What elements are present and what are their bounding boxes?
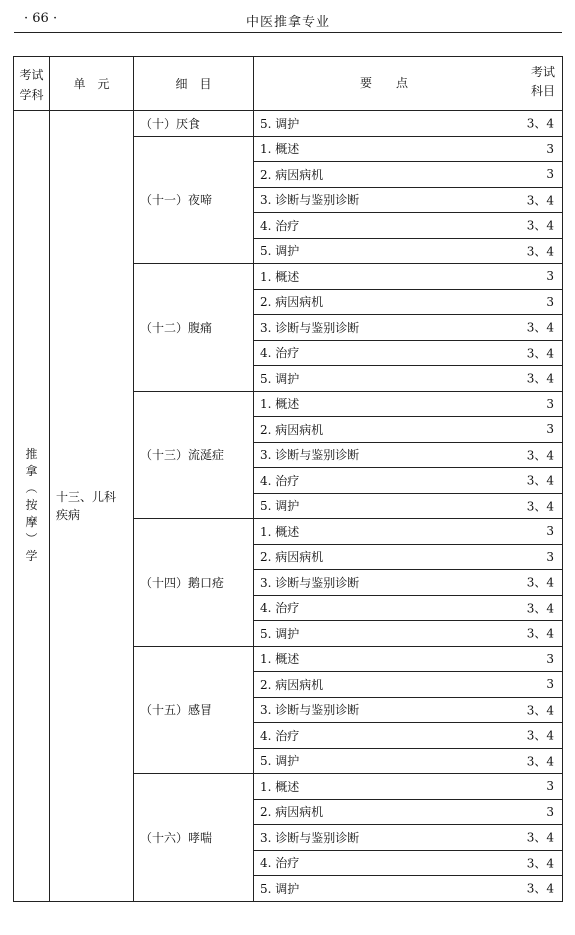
level-text: 3 [546,804,554,819]
point-text: 5. 调护 [260,244,300,259]
point-cell [254,646,563,672]
level-text: 3 [546,549,554,564]
point-text: 2. 病因病机 [260,677,324,692]
header-item: 细 目 [134,57,254,111]
point-cell [254,391,563,417]
point-cell [254,825,563,851]
level-text: 3、4 [526,448,554,463]
point-cell [254,315,563,341]
point-text: 5. 调护 [260,626,300,641]
syllabus-table [13,56,563,902]
level-text: 3 [546,651,554,666]
point-cell [254,136,563,162]
table-header-row [14,57,563,111]
point-text: 3. 诊断与鉴别诊断 [260,193,360,208]
level-text: 3 [546,269,554,284]
point-cell [254,748,563,774]
header-subject-line: 学科 [19,87,44,102]
point-cell [254,340,563,366]
level-text: 3、4 [526,371,554,386]
point-text: 2. 病因病机 [260,167,324,182]
point-cell [254,493,563,519]
subject-cell [14,111,50,902]
point-text: 4. 治疗 [260,856,300,871]
level-text: 3、4 [526,703,554,718]
point-cell [254,264,563,290]
level-text: 3、4 [526,575,554,590]
point-text: 2. 病因病机 [260,550,324,565]
point-cell [254,187,563,213]
point-text: 3. 诊断与鉴别诊断 [260,320,360,335]
level-text: 3、4 [526,856,554,871]
level-text: 3、4 [526,320,554,335]
level-text: 3、4 [526,754,554,769]
point-cell [254,519,563,545]
point-cell [254,162,563,188]
level-text: 3、4 [526,830,554,845]
point-text: 3. 诊断与鉴别诊断 [260,703,360,718]
point-cell [254,442,563,468]
level-text: 3、4 [526,116,554,131]
item-cell: （十六）哮喘 [134,774,254,902]
point-text: 2. 病因病机 [260,422,324,437]
point-text: 1. 概述 [260,524,300,539]
level-text: 3 [546,677,554,692]
point-text: 3. 诊断与鉴别诊断 [260,830,360,845]
point-cell [254,595,563,621]
point-text: 4. 治疗 [260,473,300,488]
level-text: 3 [546,422,554,437]
level-text: 3 [546,524,554,539]
subject-char: 推 [25,447,38,462]
item-cell: （十三）流涎症 [134,391,254,519]
header-subject [14,57,50,111]
point-cell [254,774,563,800]
page-number: · 66 · [24,11,58,26]
point-cell [254,672,563,698]
level-text: 3、4 [526,473,554,488]
point-cell [254,570,563,596]
point-text: 1. 概述 [260,397,300,412]
level-text: 3、4 [526,244,554,259]
item-cell: （十）厌食 [134,111,254,137]
subject-char: 拿 [25,464,38,479]
level-text: 3、4 [526,499,554,514]
point-cell [254,544,563,570]
point-text: 1. 概述 [260,779,300,794]
header-point-cell [254,57,563,111]
item-cell: （十五）感冒 [134,646,254,774]
level-text: 3、4 [526,601,554,616]
point-cell [254,111,563,137]
item-cell: （十二）腹痛 [134,264,254,392]
point-text: 5. 调护 [260,371,300,386]
level-text: 3、4 [526,881,554,896]
level-text: 3 [546,167,554,182]
level-text: 3 [546,779,554,794]
level-text: 3 [546,294,554,309]
header-level-line: 科目 [530,84,555,98]
header-unit: 单 元 [50,57,134,111]
point-text: 1. 概述 [260,652,300,667]
point-cell [254,621,563,647]
point-cell [254,468,563,494]
point-text: 1. 概述 [260,269,300,284]
header-level-line: 考试 [530,65,555,79]
point-text: 1. 概述 [260,142,300,157]
point-cell [254,876,563,902]
point-cell [254,213,563,239]
point-text: 5. 调护 [260,754,300,769]
point-cell [254,417,563,443]
point-cell [254,850,563,876]
point-text: 3. 诊断与鉴别诊断 [260,448,360,463]
table-row [14,111,563,137]
point-text: 5. 调护 [260,499,300,514]
subject-char: ︵ [25,481,38,496]
level-text: 3、4 [526,728,554,743]
header-subject-line: 考试 [19,67,44,82]
point-text: 4. 治疗 [260,218,300,233]
point-text: 4. 治疗 [260,346,300,361]
level-text: 3 [546,141,554,156]
header-level [531,63,555,101]
subject-char: 学 [25,549,38,564]
point-cell [254,723,563,749]
point-text: 5. 调护 [260,116,300,131]
point-text: 2. 病因病机 [260,295,324,310]
level-text: 3、4 [526,346,554,361]
page-header [14,8,562,33]
book-title: 中医推拿专业 [245,15,330,30]
point-text: 5. 调护 [260,881,300,896]
point-cell [254,238,563,264]
subject-char: ︶ [25,532,38,547]
subject-char: 按 [25,498,38,513]
point-cell [254,799,563,825]
level-text: 3、4 [526,626,554,641]
point-text: 4. 治疗 [260,728,300,743]
point-cell [254,366,563,392]
point-text: 2. 病因病机 [260,805,324,820]
item-cell: （十四）鹅口疮 [134,519,254,647]
item-cell: （十一）夜啼 [134,136,254,264]
point-cell [254,697,563,723]
point-text: 4. 治疗 [260,601,300,616]
level-text: 3、4 [526,218,554,233]
unit-cell [50,111,134,902]
table-body [14,111,563,902]
level-text: 3、4 [526,193,554,208]
point-cell [254,289,563,315]
header-point: 要 点 [360,76,409,90]
level-text: 3 [546,396,554,411]
subject-char: 摩 [25,515,38,530]
unit-line: 疾病 [56,507,81,522]
point-text: 3. 诊断与鉴别诊断 [260,575,360,590]
unit-line: 十三、儿科 [56,489,117,504]
